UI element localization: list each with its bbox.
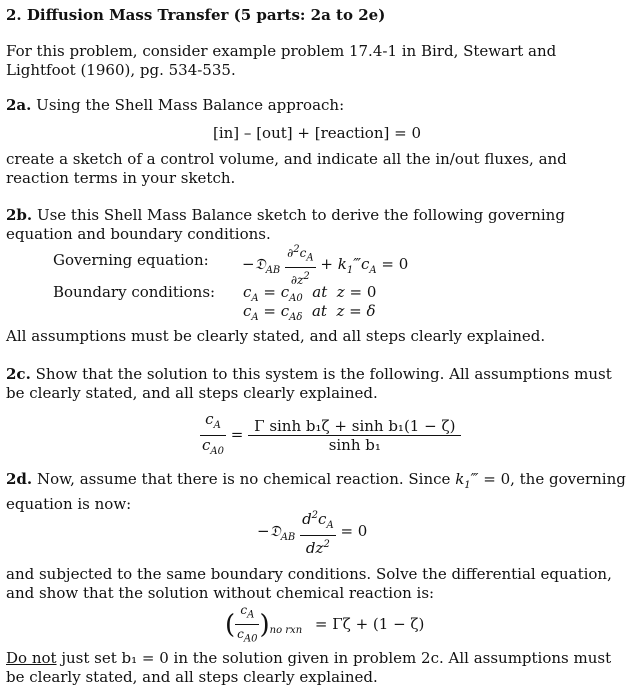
part-d-text-before: Now, assume that there is no chemical reaction. Since (36, 470, 456, 488)
governing-equation: −𝔇$_{AB}$ $\frac{\partial^2c_A}{\partial z^2}$ + $k_1‴c_A = 0$ (242, 241, 408, 289)
part-b-text: Use this Shell Mass Balance sketch to derive the following governing equation and boundary conditions. (6, 206, 565, 243)
part-d-instructions: and subjected to the same boundary conditions. Solve the differential equation, and show that the solution without chemical reaction is: (6, 565, 612, 602)
solution-denominator: sinh b₁ (328, 436, 381, 454)
problem-title: 2. Diffusion Mass Transfer (5 parts: 2a to 2e) (6, 6, 386, 24)
part-d-label: 2d. (6, 470, 33, 488)
part-c-heading (6, 365, 626, 403)
part-c-solution: $\frac{c_A}{c_{A0}}$ = $\frac{\text{Γ sinh b₁ζ + sinh b₁(1 − ζ)}}{\text{sinh b₁}}$ (200, 410, 461, 461)
note-emphasis: Do not (6, 649, 57, 667)
part-d-note (6, 649, 626, 687)
solution-numerator: Γ sinh b₁ζ + sinh b₁(1 − ζ) (248, 417, 461, 436)
part-a-label: 2a. (6, 96, 32, 114)
boundary-condition-2: $c_A = c_{A\delta}$ at z = δ (243, 302, 376, 323)
part-c-label: 2c. (6, 365, 31, 383)
part-d-text-after: = 0, the governing equation is now: (6, 470, 626, 513)
governing-equation-label: Governing equation: (53, 251, 209, 269)
part-a-instructions: create a sketch of a control volume, and indicate all the in/out fluxes, and reaction terms in your sketch. (6, 150, 567, 187)
rate-constant-symbol: $k_1‴$ (455, 470, 479, 491)
part-a-heading (6, 96, 626, 115)
part-b-label: 2b. (6, 206, 33, 224)
intro-paragraph: For this problem, consider example problem 17.4-1 in Bird, Stewart and Lightfoot (1960), pg. 534-535. (6, 42, 557, 79)
part-b-footer: All assumptions must be clearly stated, and all steps clearly explained. (6, 327, 546, 345)
note-text: just set b₁ = 0 in the solution given in problem 2c. All assumptions must be clearly stated, and all steps clearly explained. (6, 649, 612, 686)
boundary-condition-1: $c_A = c_{A0}$ at z = 0 (243, 283, 377, 304)
shell-balance-equation: [in] – [out] + [reaction] = 0 (213, 124, 421, 142)
no-reaction-governing-equation: −𝔇$_{AB}$ $\frac{d^2c_A}{dz^2}$ = 0 (257, 507, 367, 557)
part-a-text: Using the Shell Mass Balance approach: (36, 96, 345, 114)
no-reaction-subscript: no rxn (269, 624, 303, 636)
no-reaction-rhs: = Γζ + (1 − ζ) (314, 614, 425, 633)
boundary-conditions-label: Boundary conditions: (53, 283, 216, 301)
part-b-heading (6, 206, 626, 244)
no-reaction-solution: ( $\frac{c_A}{c_{A0}}$ )$_{no rxn} = \Gamma\zeta + (1 - \zeta)$ (225, 603, 425, 645)
part-c-text: Show that the solution to this system is the following. All assumptions must be clearly stated, and all steps clearly explained. (6, 365, 612, 402)
